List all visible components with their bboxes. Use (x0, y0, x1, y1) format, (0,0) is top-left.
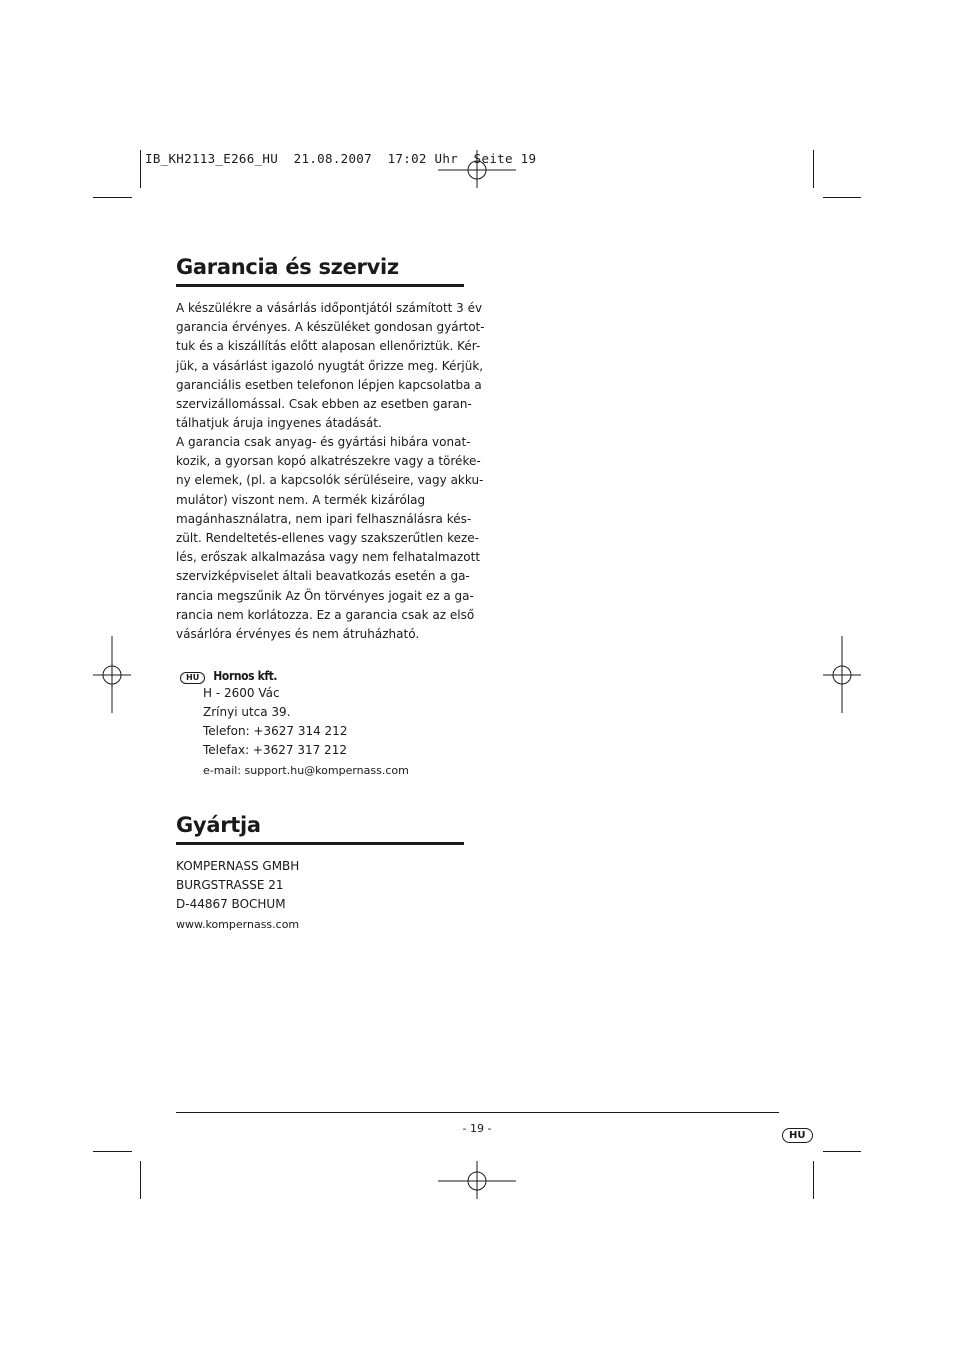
language-badge: HU (782, 1128, 813, 1143)
service-address-line-2: Zrínyi utca 39. (203, 705, 291, 719)
footer-rule (176, 1112, 779, 1113)
registration-mark-right-icon (823, 636, 863, 714)
manufacturer-heading-rule (176, 842, 464, 845)
service-company-row (180, 665, 277, 684)
manufacturer-line-1: KOMPERNASS GMBH (176, 859, 300, 873)
service-phone: Telefon: +3627 314 212 (203, 724, 348, 738)
page-number: - 19 - (462, 1122, 492, 1135)
manufacturer-website: www.kompernass.com (176, 918, 300, 931)
manufacturer-heading: Gyártja (176, 813, 261, 837)
warranty-paragraph-2: A garancia csak anyag- és gyártási hibára vonat- kozik, a gyorsan kopó alkatrészekre vagy a töréke- ny elemek, (pl. a kapcsolók sérüléseire, vagy akku- mulátor) viszont nem. A termék kizárólag magánhasználatra, nem ipari felhasználásra kés- zült. Rendeltetés-ellenes vagy szakszerűtlen keze- lés, erőszak alkalmazása vagy nem felhatalmazott szervizképviselet általi beavatkozás esetén a ga- rancia megszűnik Az Ön törvényes jogait ez a ga- rancia nem korlátozza. Ez a garancia csak az első vásárlóra érvényes és nem átruházható. (176, 435, 484, 642)
warranty-heading-rule (176, 284, 464, 287)
print-slug-line: IB_KH2113_E266_HU 21.08.2007 17:02 Uhr Seite 19 (145, 151, 537, 166)
registration-mark-top-icon (438, 150, 518, 190)
manufacturer-line-3: D-44867 BOCHUM (176, 897, 286, 911)
service-company-name: Hornos kft. (213, 669, 278, 683)
registration-mark-bottom-icon (438, 1161, 518, 1201)
service-email: e-mail: support.hu@kompernass.com (203, 764, 409, 777)
service-fax: Telefax: +3627 317 212 (203, 743, 347, 757)
warranty-heading: Garancia és szerviz (176, 255, 399, 279)
manufacturer-line-2: BURGSTRASSE 21 (176, 878, 284, 892)
footer-language-badge-wrap (782, 1123, 813, 1143)
country-badge: HU (180, 672, 205, 684)
warranty-paragraph-1: A készülékre a vásárlás időpontjától számított 3 év garancia érvényes. A készüléket gondosan gyártot- tuk és a kiszállítás előtt alaposan ellenőriztük. Kér- jük, a vásárlást igazoló nyugtát őrizze meg. Kérjük, garanciális esetben telefonon lépjen kapcsolatba a szervizállomással. Csak ebben az esetben garan- tálhatjuk áruja ingyenes átadását. (176, 301, 485, 431)
registration-mark-left-icon (93, 636, 133, 714)
service-address-line-1: H - 2600 Vác (203, 686, 280, 700)
